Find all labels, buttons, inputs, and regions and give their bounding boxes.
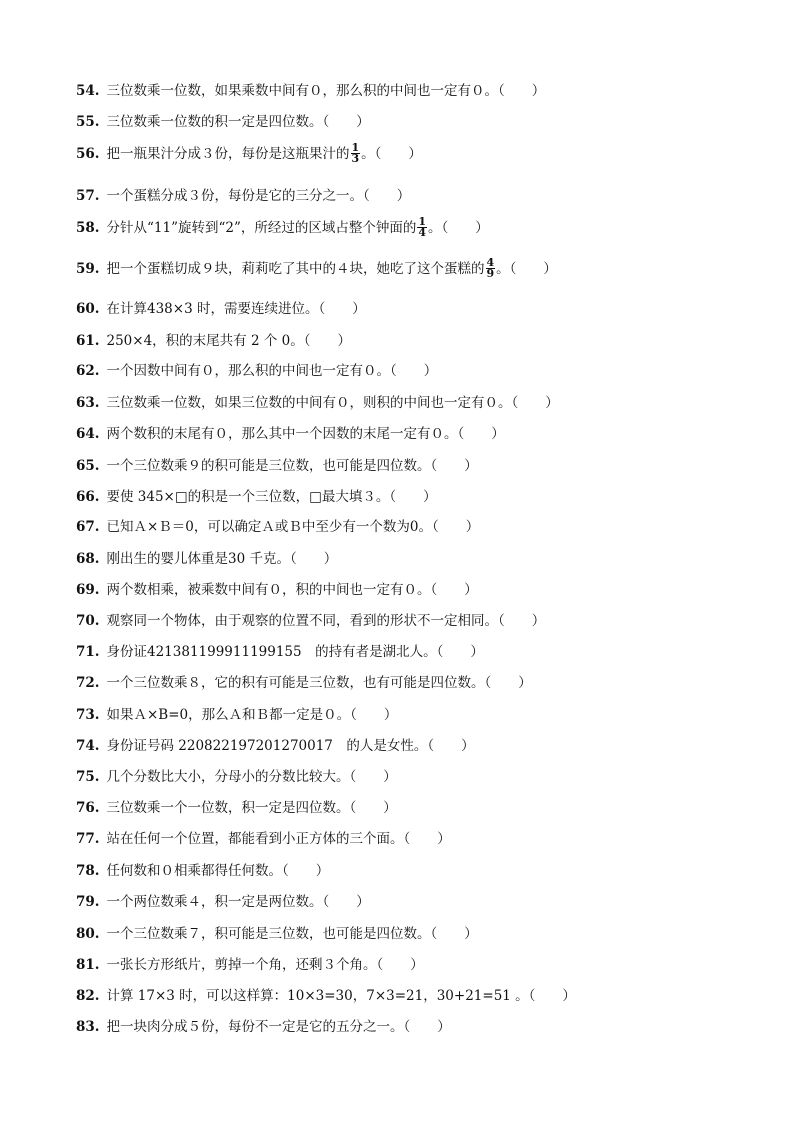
- question-number: 75.: [76, 769, 100, 785]
- question-number: 69.: [76, 582, 100, 598]
- question-item: [76, 215, 489, 239]
- question-item: [76, 393, 559, 413]
- answer-blank[interactable]: （ ）: [376, 957, 424, 973]
- question-text: 观察同一个物体，由于观察的位置不同，看到的形状不一定相同。: [106, 613, 498, 629]
- question-number: 60.: [76, 301, 100, 317]
- question-text: 三位数乘一位数的积一定是四位数。: [106, 114, 323, 130]
- question-text: 分针从“11”旋转到“2”，所经过的区域占整个钟面的: [106, 220, 417, 236]
- answer-blank[interactable]: （ ）: [498, 613, 546, 629]
- answer-blank[interactable]: （ ）: [403, 1019, 451, 1035]
- fraction-numerator: 1: [418, 215, 427, 228]
- question-text: 250×4，积的末尾共有 2 个 0。: [106, 333, 304, 349]
- answer-blank[interactable]: （ ）: [511, 395, 559, 411]
- question-number: 63.: [76, 395, 100, 411]
- fraction-denominator: 9: [486, 267, 495, 280]
- question-text: 两个数积的末尾有０，那么其中一个因数的末尾一定有０。: [106, 426, 458, 442]
- answer-blank[interactable]: （ ）: [289, 551, 338, 567]
- question-item: [76, 861, 329, 881]
- answer-blank[interactable]: （ ）: [427, 738, 475, 754]
- question-item: [76, 673, 532, 693]
- question-text: 身份证421381199911199155 的持有者是湖北人。: [106, 644, 437, 660]
- fraction: [351, 143, 361, 164]
- question-number: 67.: [76, 519, 100, 535]
- question-number: 66.: [76, 489, 100, 505]
- answer-blank[interactable]: （ ）: [350, 707, 398, 723]
- answer-blank[interactable]: （ ）: [430, 582, 478, 598]
- answer-blank[interactable]: （ ）: [282, 863, 330, 879]
- question-item: [76, 986, 576, 1006]
- question-item: [76, 892, 370, 912]
- answer-blank[interactable]: （ ）: [389, 489, 437, 505]
- question-number: 72.: [76, 675, 100, 691]
- question-text: 把一个蛋糕切成９块，莉莉吃了其中的４块，她吃了这个蛋糕的: [106, 261, 485, 277]
- question-item: [76, 955, 424, 975]
- question-text-after-fraction: 。: [361, 146, 375, 162]
- question-text: 三位数乘一位数，如果乘数中间有０，那么积的中间也一定有０。: [106, 83, 498, 99]
- question-item: [76, 611, 545, 631]
- question-item: [76, 705, 397, 725]
- question-item: [76, 924, 478, 944]
- question-number: 62.: [76, 363, 100, 379]
- fraction: [486, 258, 496, 279]
- question-item: [76, 331, 351, 351]
- question-text: 一个三位数乘８，它的积有可能是三位数，也有可能是四位数。: [106, 675, 485, 691]
- question-number: 79.: [76, 894, 100, 910]
- question-text: 任何数和０相乘都得任何数。: [106, 863, 282, 879]
- fraction-denominator: 3: [351, 152, 360, 165]
- answer-blank[interactable]: （ ）: [403, 831, 451, 847]
- question-item: [76, 767, 397, 787]
- question-item: [76, 1017, 451, 1037]
- question-number: 81.: [76, 957, 100, 973]
- question-number: 59.: [76, 261, 100, 277]
- answer-blank[interactable]: （ ）: [390, 363, 438, 379]
- fraction: [417, 217, 427, 238]
- question-number: 78.: [76, 863, 100, 879]
- question-number: 57.: [76, 188, 100, 204]
- question-text-after-fraction: 。: [496, 261, 510, 277]
- question-number: 77.: [76, 831, 100, 847]
- question-text: 已知Ａ×Ｂ＝0，可以确定Ａ或Ｂ中至少有一个数为0。: [106, 519, 432, 535]
- answer-blank[interactable]: （ ）: [484, 675, 532, 691]
- answer-blank[interactable]: （ ）: [436, 644, 484, 660]
- question-item: [76, 642, 484, 662]
- answer-blank[interactable]: （ ）: [509, 261, 557, 277]
- question-item: [76, 112, 370, 132]
- answer-blank[interactable]: （ ）: [318, 301, 366, 317]
- answer-blank[interactable]: （ ）: [432, 519, 480, 535]
- question-text: 把一瓶果汁分成３份，每份是这瓶果汁的: [106, 146, 350, 162]
- question-item: [76, 580, 478, 600]
- answer-blank[interactable]: （ ）: [528, 988, 576, 1004]
- question-number: 61.: [76, 333, 100, 349]
- question-item: [76, 141, 422, 165]
- question-text: 在计算438×3 时，需要连续进位。: [106, 301, 319, 317]
- question-text: 刚出生的婴儿体重是30 千克。: [106, 551, 290, 567]
- question-text: 把一块肉分成５份，每份不一定是它的五分之一。: [106, 1019, 404, 1035]
- question-number: 64.: [76, 426, 100, 442]
- question-text: 两个数相乘，被乘数中间有０，积的中间也一定有０。: [106, 582, 431, 598]
- question-number: 83.: [76, 1019, 100, 1035]
- question-text: 三位数乘一位数，如果三位数的中间有０，则积的中间也一定有０。: [106, 395, 512, 411]
- answer-blank[interactable]: （ ）: [498, 83, 546, 99]
- question-item: [76, 487, 437, 507]
- question-text: 如果Ａ×B=0，那么Ａ和Ｂ都一定是０。: [106, 707, 351, 723]
- question-number: 55.: [76, 114, 100, 130]
- answer-blank[interactable]: （ ）: [457, 426, 505, 442]
- question-text: 一个蛋糕分成３份，每份是它的三分之一。: [106, 188, 363, 204]
- question-item: [76, 299, 366, 319]
- answer-blank[interactable]: （ ）: [441, 220, 489, 236]
- question-item: [76, 424, 505, 444]
- question-item: [76, 549, 337, 569]
- answer-blank[interactable]: （ ）: [430, 926, 478, 942]
- question-number: 58.: [76, 220, 100, 236]
- question-number: 76.: [76, 800, 100, 816]
- question-number: 70.: [76, 613, 100, 629]
- question-item: [76, 361, 437, 381]
- answer-blank[interactable]: （ ）: [374, 146, 422, 162]
- fraction-denominator: 4: [418, 226, 427, 239]
- fraction-numerator: 1: [351, 141, 360, 154]
- question-number: 80.: [76, 926, 100, 942]
- question-item: [76, 186, 410, 206]
- question-text: 一个三位数乘７，积可能是三位数，也可能是四位数。: [106, 926, 431, 942]
- question-text: 三位数乘一个一位数，积一定是四位数。: [106, 800, 350, 816]
- question-number: 56.: [76, 146, 100, 162]
- question-number: 54.: [76, 83, 100, 99]
- question-item: [76, 256, 557, 280]
- answer-blank[interactable]: （ ）: [349, 800, 397, 816]
- question-item: [76, 81, 545, 101]
- answer-blank[interactable]: （ ）: [322, 894, 370, 910]
- question-item: [76, 456, 478, 476]
- question-number: 71.: [76, 644, 100, 660]
- question-text: 站在任何一个位置，都能看到小正方体的三个面。: [106, 831, 404, 847]
- question-text: 一个因数中间有０，那么积的中间也一定有０。: [106, 363, 390, 379]
- question-number: 68.: [76, 551, 100, 567]
- question-item: [76, 517, 479, 537]
- question-text: 一个两位数乘４，积一定是两位数。: [106, 894, 323, 910]
- answer-blank[interactable]: （ ）: [349, 769, 397, 785]
- question-item: [76, 798, 397, 818]
- question-number: 65.: [76, 458, 100, 474]
- question-text-after-fraction: 。: [428, 220, 442, 236]
- question-text: 计算 17×3 时，可以这样算：10×3=30，7×3=21，30+21=51 。: [106, 988, 529, 1004]
- fraction-numerator: 4: [486, 256, 495, 269]
- answer-blank[interactable]: （ ）: [363, 188, 411, 204]
- answer-blank[interactable]: （ ）: [430, 458, 478, 474]
- question-number: 73.: [76, 707, 100, 723]
- question-text: 一张长方形纸片，剪掉一个角，还剩３个角。: [106, 957, 377, 973]
- question-number: 82.: [76, 988, 100, 1004]
- question-item: [76, 829, 451, 849]
- question-text: 一个三位数乘９的积可能是三位数，也可能是四位数。: [106, 458, 431, 474]
- answer-blank[interactable]: （ ）: [303, 333, 351, 349]
- question-text: 几个分数比大小，分母小的分数比较大。: [106, 769, 350, 785]
- answer-blank[interactable]: （ ）: [322, 114, 370, 130]
- question-text: 要使 345×□的积是一个三位数，□最大填３。: [106, 489, 390, 505]
- question-text: 身份证号码 220822197201270017 的人是女性。: [106, 738, 428, 754]
- question-item: [76, 736, 475, 756]
- question-number: 74.: [76, 738, 100, 754]
